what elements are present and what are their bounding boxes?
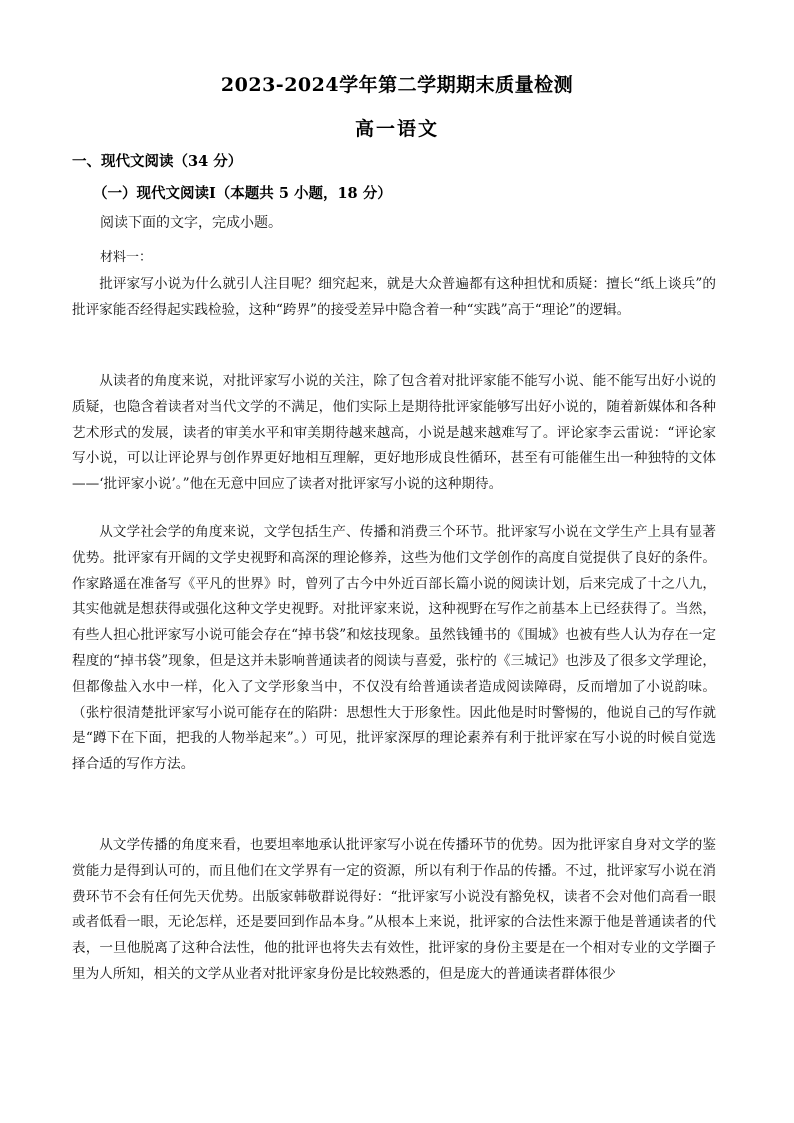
reading-instruction: 阅读下面的文字，完成小题。 <box>100 215 282 231</box>
paragraph-2: 从读者的角度来说，对批评家写小说的关注，除了包含着对批评家能不能写小说、能不能写出好小说的质疑，也隐含着读者对当代文学的不满足，他们实际上是期待批评家能够写出好小说的，随着新媒体和各种艺术形式的发展，读者的审美水平和审美期待越来越高，小说是越来越难写了。评论家李云雷说：“评论家写小说，可以让评论界与创作界更好地相互理解，更好地形成良性循环，甚至有可能催生出一种独特的文体——‘批评家小说’。”他在无意中回应了读者对批评家写小说的这种期待。 <box>72 373 716 493</box>
exam-subtitle: 高一语文 <box>354 118 439 140</box>
exam-title: 2023-2024学年第二学期期末质量检测 <box>220 74 574 96</box>
section-heading: 一、现代文阅读（34 分） <box>72 153 243 170</box>
subsection-heading: （一）现代文阅读Ⅰ（本题共 5 小题，18 分） <box>93 185 392 202</box>
material-label: 材料一： <box>100 250 153 265</box>
paragraph-1: 批评家写小说为什么就引人注目呢？细究起来，就是大众普遍都有这种担忧和质疑：擅长“纸上谈兵”的批评家能否经得起实践检验，这种“跨界”的接受差异中隐含着一种“实践”高于“理论”的逻辑。 <box>72 276 716 318</box>
paragraph-4: 从文学传播的角度来看，也要坦率地承认批评家写小说在传播环节的优势。因为批评家自身对文学的鉴赏能力是得到认可的，而且他们在文学界有一定的资源，所以有利于作品的传播。不过，批评家写小说在消费环节不会有任何先天优势。出版家韩敬群说得好：“批评家写小说没有豁免权，读者不会对他们高看一眼或者低看一眼，无论怎样，还是要回到作品本身。”从根本上来说，批评家的合法性来源于他是普通读者的代表，一旦他脱离了这种合法性，他的批评也将失去有效性，批评家的身份主要是在一个相对专业的文学圈子里为人所知，相关的文学从业者对批评家身份是比较熟悉的，但是庞大的普通读者群体很少 <box>72 837 716 982</box>
paragraph-3: 从文学社会学的角度来说，文学包括生产、传播和消费三个环节。批评家写小说在文学生产上具有显著优势。批评家有开阔的文学史视野和高深的理论修养，这些为他们文学创作的高度自觉提供了良好的条件。作家路遥在准备写《平凡的世界》时，曾列了古今中外近百部长篇小说的阅读计划，后来完成了十之八九，其实他就是想获得或强化这种文学史视野。对批评家来说，这种视野在写作之前基本上已经获得了。当然，有些人担心批评家写小说可能会存在“掉书袋”和炫技现象。虽然钱锺书的《围城》也被有些人认为存在一定程度的“掉书袋”现象，但是这并未影响普通读者的阅读与喜爱，张柠的《三城记》也涉及了很多文学理论，但都像盐入水中一样，化入了文学形象当中，不仅没有给普通读者造成阅读障碍，反而增加了小说韵味。（张柠很清楚批评家写小说可能存在的陷阱：思想性大于形象性。因此他是时时警惕的，他说自己的写作就是“蹲下在下面，把我的人物举起来”。）可见，批评家深厚的理论素养有利于批评家在写小说的时候自觉选择合适的写作方法。 <box>72 524 716 773</box>
